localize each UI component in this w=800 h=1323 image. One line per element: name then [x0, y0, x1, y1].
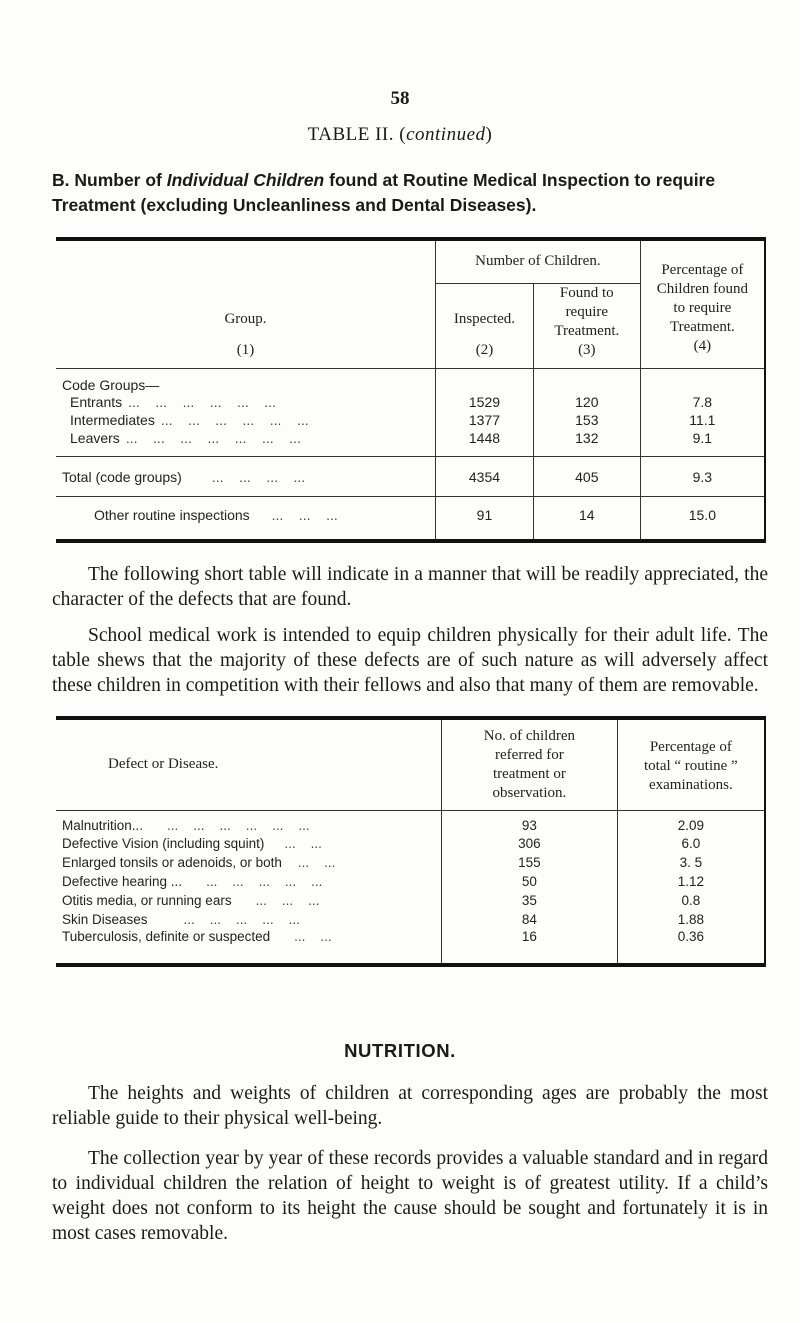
subtitle-prefix: B. Number of — [52, 170, 167, 190]
table-subtitle — [52, 168, 772, 218]
header-pct-line2: Children found — [656, 280, 748, 297]
other-label: Other routine inspections — [94, 507, 250, 523]
header-pct-total-line2: total “ routine ” — [643, 758, 738, 774]
total-found: 405 — [533, 457, 640, 497]
paragraph-nutrition-2-text: The collection year by year of these records provides a valuable standard and in regard to individual children the relation of height to weight is of greatest utility. If a child’s weight does not conform to its height the cause should be sought and fortunately it is in most cases removable. — [52, 1148, 768, 1244]
defect-referred: 50 — [442, 872, 618, 891]
other-pct: 15.0 — [640, 497, 765, 541]
defect-name: Defective hearing ... — [62, 874, 183, 889]
page-number: 58 — [390, 88, 410, 109]
header-inspected-num: (2) — [475, 341, 494, 358]
header-number-of-children: Number of Children. — [436, 239, 641, 283]
row-pct: 11.1 — [640, 411, 765, 429]
header-pct-num: (4) — [693, 337, 712, 354]
header-found-line3: Treatment. — [554, 322, 620, 339]
treatment-table — [56, 237, 766, 543]
total-pct: 9.3 — [640, 457, 765, 497]
row-pct: 7.8 — [640, 393, 765, 411]
defect-name: Defective Vision (including squint) — [62, 836, 265, 851]
table-heading-italic: continued — [406, 124, 486, 145]
defect-referred: 93 — [442, 810, 618, 834]
row-group: Entrants — [70, 393, 123, 410]
table-row: Tuberculosis, definite or suspected ... ... 16 0.36 — [56, 929, 765, 965]
header-pct-line1: Percentage of — [661, 261, 744, 278]
table-row: Otitis media, or running ears ... ... ... 35 0.8 — [56, 891, 765, 910]
header-pct-total-line3: examinations. — [648, 777, 733, 793]
other-found: 14 — [533, 497, 640, 541]
header-found — [533, 283, 640, 368]
code-groups-label: Code Groups— — [62, 376, 160, 393]
header-found-line1: Found to — [559, 284, 614, 301]
defect-pct: 3. 5 — [617, 853, 765, 872]
defect-pct: 6.0 — [617, 834, 765, 853]
defect-pct: 1.12 — [617, 872, 765, 891]
paragraph-nutrition-1-text: The heights and weights of children at corresponding ages are probably the most reliable guide to their physical well-being. — [52, 1083, 768, 1129]
header-pct-line3: to require — [673, 299, 732, 316]
table-row: Skin Diseases ... ... ... ... ... 84 1.88 — [56, 910, 765, 929]
table-row: Defective Vision (including squint) ... ... 306 6.0 — [56, 834, 765, 853]
subtitle-italic: Individual Children — [166, 170, 325, 190]
header-pct-line4: Treatment. — [669, 318, 735, 335]
paragraph-nutrition-2 — [52, 1146, 768, 1246]
defect-referred: 35 — [442, 891, 618, 910]
defect-name: Malnutrition... — [62, 817, 144, 833]
paragraph-intro-text: The following short table will indicate in a manner that will be readily appreciated, the character of the defects that are found. — [52, 564, 768, 610]
table-row: Intermediates ... ... ... ... ... ... 1377 153 11.1 — [56, 411, 765, 429]
defect-name: Enlarged tonsils or adenoids, or both — [62, 855, 282, 870]
paragraph-purpose — [52, 623, 768, 698]
header-inspected-label: Inspected. — [453, 310, 516, 327]
defects-table — [56, 716, 766, 967]
subtitle-suffix: found at Routine Medical Inspection to require Treatment (excluding Uncleanliness and Dental Diseases). — [52, 170, 716, 215]
defect-pct: 1.88 — [617, 910, 765, 929]
total-row: Total (code groups) ... ... ... ... 4354 405 9.3 — [56, 457, 765, 497]
row-found: 120 — [533, 393, 640, 411]
row-found: 132 — [533, 429, 640, 457]
row-pct: 9.1 — [640, 429, 765, 457]
table-row: Malnutrition... ... ... ... ... ... ... 93 2.09 — [56, 810, 765, 834]
header-referred — [442, 718, 618, 810]
row-group: Intermediates — [70, 411, 155, 428]
total-inspected: 4354 — [436, 457, 534, 497]
header-defect: Defect or Disease. — [56, 718, 442, 810]
header-group — [56, 239, 436, 368]
total-label: Total (code groups) — [62, 468, 182, 485]
defect-referred: 155 — [442, 853, 618, 872]
other-inspected: 91 — [436, 497, 534, 541]
table-heading-prefix: TABLE II. ( — [307, 124, 407, 145]
header-percentage — [640, 239, 765, 368]
table-row: Defective hearing ... ... ... ... ... ... 50 1.12 — [56, 872, 765, 891]
header-pct-total-line1: Percentage of — [649, 739, 732, 755]
header-referred-line4: observation. — [492, 784, 567, 801]
defect-name: Skin Diseases — [62, 912, 148, 927]
other-row: Other routine inspections ... ... ... 91 14 15.0 — [56, 497, 765, 541]
row-inspected: 1377 — [436, 411, 534, 429]
header-referred-line3: treatment or — [492, 765, 566, 782]
defect-pct: 0.36 — [617, 929, 765, 965]
header-inspected — [436, 283, 534, 368]
table-row: Entrants ... ... ... ... ... ... 1529 120 7.8 — [56, 393, 765, 411]
section-title-nutrition: NUTRITION. — [344, 1040, 456, 1061]
header-referred-line2: referred for — [495, 746, 564, 763]
header-found-num: (3) — [578, 341, 596, 358]
header-group-label: Group. — [224, 310, 267, 327]
defect-referred: 84 — [442, 910, 618, 929]
header-percentage-total — [617, 718, 765, 810]
paragraph-intro — [52, 562, 768, 612]
defect-name: Tuberculosis, definite or suspected — [62, 929, 271, 944]
table-row: Enlarged tonsils or adenoids, or both ... ... 155 3. 5 — [56, 853, 765, 872]
paragraph-nutrition-1 — [52, 1081, 768, 1131]
defect-referred: 306 — [442, 834, 618, 853]
table-heading — [0, 124, 800, 146]
row-found: 153 — [533, 411, 640, 429]
header-referred-line1: No. of children — [483, 727, 575, 744]
paragraph-purpose-text: School medical work is intended to equip children physically for their adult life. The table shews that the majority of these defects are of such nature as will adversely affect these children in competition with their fellows and also that many of them are removable. — [52, 625, 768, 696]
table-row: Leavers ... ... ... ... ... ... ... 1448 132 9.1 — [56, 429, 765, 457]
defect-referred: 16 — [442, 929, 618, 965]
row-inspected: 1529 — [436, 393, 534, 411]
row-inspected: 1448 — [436, 429, 534, 457]
header-found-line2: require — [565, 303, 609, 320]
header-group-num: (1) — [236, 341, 255, 358]
table-heading-suffix: ) — [485, 124, 493, 145]
defect-name: Otitis media, or running ears — [62, 893, 232, 908]
defect-pct: 2.09 — [617, 810, 765, 834]
defect-pct: 0.8 — [617, 891, 765, 910]
row-group: Leavers — [70, 430, 120, 447]
